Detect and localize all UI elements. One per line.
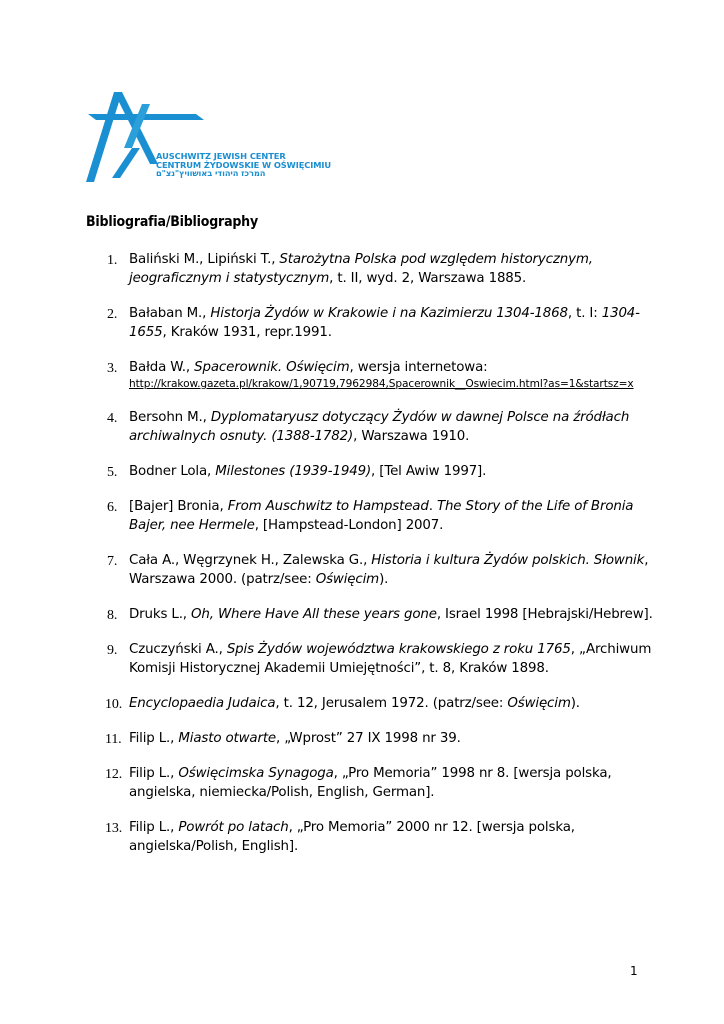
entry-title: Oświęcimska Synagoga	[178, 766, 334, 781]
entry-number: 13.	[105, 821, 123, 836]
bibliography-entry	[107, 462, 667, 481]
entry-text: , „Pro Memoria” 2000 nr 12. [wersja polska, angielska/Polish, English].	[129, 820, 575, 854]
bibliography-entry	[107, 605, 667, 624]
entry-text: , t. I:	[567, 306, 602, 321]
bibliography-entry	[107, 729, 667, 748]
entry-title: Oświęcim	[315, 572, 380, 587]
entry-number: 4.	[107, 411, 118, 426]
bibliography-entry	[107, 764, 667, 802]
entry-text: Filip L.,	[129, 731, 179, 746]
entry-title: Powrót po latach	[178, 820, 289, 835]
entry-link[interactable]: http://krakow.gazeta.pl/krakow/1,90719,7962984,Spacerownik__Oswiecim.html?as=1&startsz=x	[129, 378, 634, 390]
logo-name-he: המרכז היהודי באושוויץ"נצ"ם	[156, 168, 266, 179]
entry-title: Dyplomataryusz dotyczący Żydów w dawnej Polsce na źródłach archiwalnych osnuty. (1388-1782)	[129, 410, 630, 444]
entry-title: Miasto otwarte	[178, 731, 277, 746]
entry-number: 10.	[105, 697, 123, 712]
entry-number: 11.	[105, 732, 122, 747]
entry-text: Bałaban M.,	[129, 306, 211, 321]
bibliography-entry	[107, 694, 667, 713]
entry-text: , t. 12, Jerusalem 1972. (patrz/see:	[275, 696, 508, 711]
bibliography-entry	[107, 408, 667, 446]
entry-number: 2.	[107, 307, 118, 322]
auschwitz-jewish-center-logo	[84, 90, 332, 190]
entry-title: The Story of the Life of Bronia Bajer, nee Hermele	[129, 499, 634, 533]
entry-number: 8.	[107, 608, 118, 623]
entry-number: 5.	[107, 465, 118, 480]
entry-text: [Bajer] Bronia,	[129, 499, 228, 514]
entry-title: Spis Żydów województwa krakowskiego z roku 1765	[226, 642, 571, 657]
entry-text: , wersja internetowa:	[349, 360, 488, 375]
entry-text: , „Wprost” 27 IX 1998 nr 39.	[276, 731, 461, 746]
entry-text: Filip L.,	[129, 766, 179, 781]
entry-text: , Warszawa 1910.	[353, 429, 470, 444]
logo-text	[156, 152, 331, 178]
entry-text: Bodner Lola,	[129, 464, 216, 479]
entry-text: Cała A., Węgrzynek H., Zalewska G.,	[129, 553, 372, 568]
entry-number: 3.	[107, 361, 118, 376]
star-of-david-logo-icon	[84, 90, 234, 200]
entry-text: Filip L.,	[129, 820, 179, 835]
entry-text: , Israel 1998 [Hebrajski/Hebrew].	[436, 607, 653, 622]
page-heading: Bibliografia/Bibliography	[86, 214, 258, 230]
entry-text: , Kraków 1931, repr.1991.	[162, 325, 332, 340]
entry-text: , t. II, wyd. 2, Warszawa 1885.	[329, 271, 527, 286]
entry-title: Encyclopaedia Judaica	[129, 696, 276, 711]
bibliography-entry	[107, 497, 667, 535]
entry-text: , „Pro Memoria” 1998 nr 8. [wersja polska, angielska, niemiecka/Polish, English, German].	[129, 766, 612, 800]
entry-text: , [Hampstead-London] 2007.	[254, 518, 444, 533]
bibliography-entry	[107, 304, 667, 342]
logo-name-pl: CENTRUM ŻYDOWSKIE W OŚWIĘCIMIU	[156, 159, 332, 170]
entry-title: Historja Żydów w Krakowie i na Kazimierzu 1304-1868	[210, 306, 568, 321]
entry-text: Bałda W.,	[129, 360, 195, 375]
bibliography-entry	[107, 818, 667, 856]
entry-title: Oh, Where Have All these years gone	[191, 607, 437, 622]
bibliography-entry	[107, 358, 667, 392]
entry-title: Spacerownik. Oświęcim	[194, 360, 350, 375]
entry-number: 6.	[107, 500, 118, 515]
entry-text: .	[428, 499, 437, 514]
entry-number: 1.	[107, 253, 118, 268]
entry-title: Historia i kultura Żydów polskich. Słownik	[371, 553, 645, 568]
entry-title: Starożytna Polska pod względem historycznym, jeograficznym i statystycznym	[129, 252, 593, 286]
entry-text: Baliński M., Lipiński T.,	[129, 252, 280, 267]
entry-text: Czuczyński A.,	[129, 642, 227, 657]
entry-title: From Auschwitz to Hampstead	[227, 499, 429, 514]
entry-number: 12.	[105, 767, 123, 782]
entry-title: Milestones (1939-1949)	[215, 464, 372, 479]
entry-number: 9.	[107, 643, 118, 658]
entry-text: ).	[379, 572, 389, 587]
entry-text: Bersohn M.,	[129, 410, 211, 425]
entry-text: , Warszawa 2000. (patrz/see:	[129, 553, 649, 587]
entry-text: ).	[570, 696, 580, 711]
entry-text: , „Archiwum Komisji Historycznej Akademii Umiejętności”, t. 8, Kraków 1898.	[129, 642, 652, 676]
bibliography-entry	[107, 551, 667, 589]
entry-number: 7.	[107, 554, 118, 569]
entry-title: 1304-1655	[129, 306, 640, 340]
entry-title: Oświęcim	[507, 696, 571, 711]
bibliography-list	[107, 250, 667, 872]
entry-text: Druks L.,	[129, 607, 192, 622]
entry-text: , [Tel Awiw 1997].	[371, 464, 487, 479]
bibliography-entry	[107, 640, 667, 678]
page-number: 1	[630, 964, 638, 978]
bibliography-entry	[107, 250, 667, 288]
logo-name-en: AUSCHWITZ JEWISH CENTER	[156, 151, 286, 161]
